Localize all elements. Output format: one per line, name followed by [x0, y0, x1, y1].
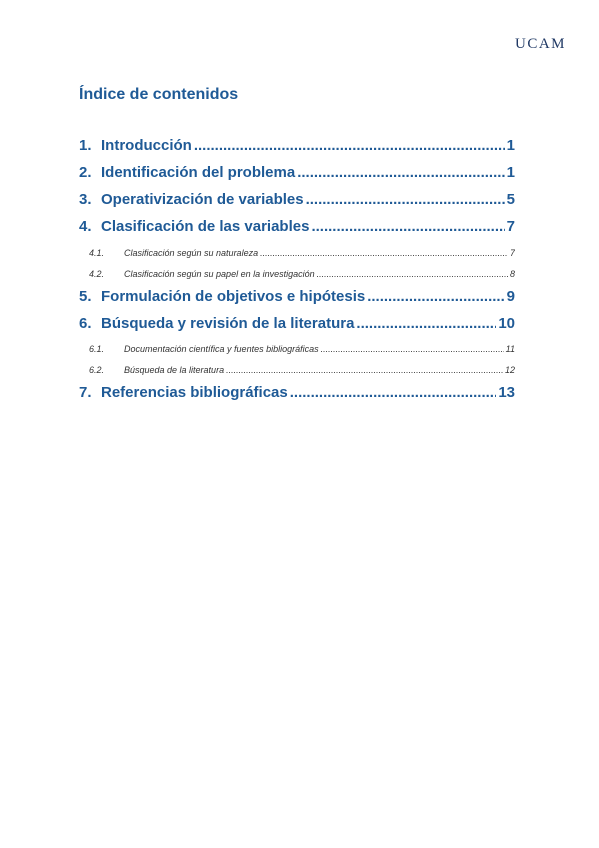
toc-entry-label: Clasificación según su papel en la investigación [124, 269, 315, 279]
toc-leader-dots [311, 218, 504, 235]
toc-entry-page: 12 [504, 365, 515, 375]
toc-entry-4[interactable] [79, 218, 515, 235]
toc-leader-dots [306, 191, 505, 208]
toc-entry-1[interactable] [79, 137, 515, 154]
toc-entry-number: 6. [79, 315, 92, 332]
toc-entry-3[interactable] [79, 191, 515, 208]
toc-entry-label: Búsqueda de la literatura [124, 365, 225, 375]
toc-leader-dots [356, 315, 496, 332]
toc-leader-dots [317, 269, 508, 279]
toc-entry-5[interactable] [79, 288, 515, 305]
toc-entry-page: 10 [498, 315, 515, 332]
toc-entry-page: 5 [506, 191, 515, 208]
toc-entry-label: Operativización de variables [101, 191, 304, 208]
toc-entry-page: 1 [506, 164, 515, 181]
toc-entry-page: 13 [498, 384, 515, 401]
toc-entry-number: 1. [79, 137, 92, 154]
toc-entry-label: Formulación de objetivos e hipótesis [101, 288, 366, 305]
toc-entry-label: Introducción [101, 137, 192, 154]
toc-entry-label: Referencias bibliográficas [101, 384, 288, 401]
toc-leader-dots [367, 288, 504, 305]
toc-entry-2[interactable] [79, 164, 515, 181]
toc-leader-dots [290, 384, 497, 401]
toc-entry-page: 9 [506, 288, 515, 305]
toc-entry-number: 6.2. [89, 365, 105, 375]
toc-title: Índice de contenidos [79, 86, 239, 103]
toc-entry-number: 6.1. [89, 344, 105, 354]
toc-entry-number: 2. [79, 164, 92, 181]
toc-entry-page: 1 [506, 137, 515, 154]
toc-leader-dots [226, 365, 503, 375]
toc-entry-label: Clasificación de las variables [101, 218, 310, 235]
toc-entry-6-2[interactable] [79, 365, 515, 375]
toc-entry-6[interactable] [79, 315, 515, 332]
toc-leader-dots [260, 248, 508, 258]
toc-entry-page: 8 [509, 269, 515, 279]
toc-entry-4-1[interactable] [79, 248, 515, 258]
toc-entry-page: 7 [509, 248, 515, 258]
toc-entry-number: 4.2. [89, 269, 105, 279]
toc-entry-label: Búsqueda y revisión de la literatura [101, 315, 355, 332]
toc-entry-number: 7. [79, 384, 92, 401]
toc-entry-number: 3. [79, 191, 92, 208]
toc-entry-7[interactable] [79, 384, 515, 401]
toc-leader-dots [321, 344, 504, 354]
toc-entry-page: 11 [505, 344, 515, 354]
toc-entry-label: Identificación del problema [101, 164, 296, 181]
toc-entry-page: 7 [506, 218, 515, 235]
ucam-logo: UCAM [514, 36, 566, 52]
toc-entry-number: 5. [79, 288, 92, 305]
toc-entry-6-1[interactable] [79, 344, 515, 354]
toc-leader-dots [297, 164, 504, 181]
toc-leader-dots [194, 137, 505, 154]
toc-entry-label: Clasificación según su naturaleza [124, 248, 259, 258]
toc-entry-label: Documentación científica y fuentes bibliográficas [124, 344, 319, 354]
toc-entry-4-2[interactable] [79, 269, 515, 279]
toc-entry-number: 4. [79, 218, 92, 235]
toc-entry-number: 4.1. [89, 248, 105, 258]
